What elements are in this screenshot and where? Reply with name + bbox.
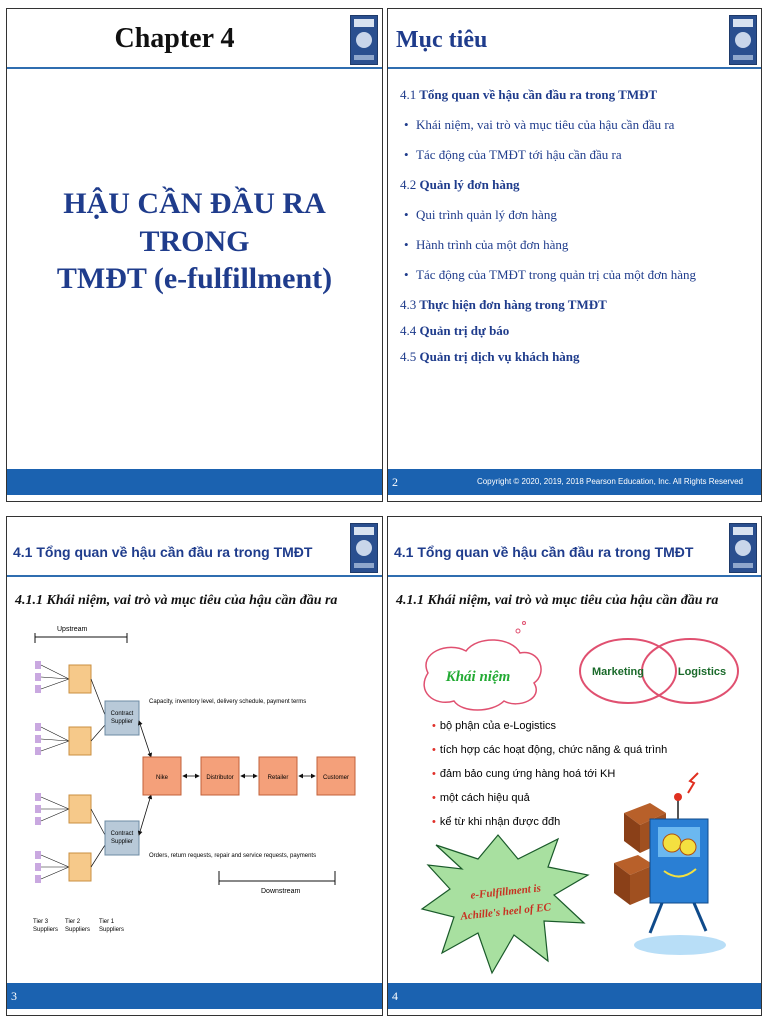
- toc-item: 4.2 Quản lý đơn hàng: [400, 177, 520, 192]
- svg-text:Logistics: Logistics: [677, 666, 727, 678]
- slide-header: [7, 517, 382, 575]
- tier3-label: Tier 3: [33, 919, 49, 925]
- slide-header: [7, 9, 382, 67]
- university-logo-icon: [729, 523, 757, 573]
- slide-number: 4: [392, 989, 398, 1003]
- slide-1: [6, 8, 383, 502]
- chain-node-retailer: [259, 757, 297, 795]
- header-rule: [7, 67, 382, 69]
- tier3-suppliers-bottom: [35, 793, 69, 883]
- svg-text:Customer: Customer: [322, 775, 350, 781]
- tier2-label: Tier 2: [65, 919, 81, 925]
- svg-text:e-Fulfillment is: e-Fulfillment is: [469, 882, 542, 902]
- svg-text:Suppliers: Suppliers: [33, 927, 59, 933]
- toc-item: 4.5 Quản trị dịch vụ khách hàng: [400, 349, 580, 364]
- info-flow-bottom: Orders, return requests, repair and service requests, payments: [149, 853, 317, 859]
- svg-text:Distributor: Distributor: [206, 775, 234, 781]
- svg-text:Contract: Contract: [110, 711, 134, 717]
- bullet-item: • bộ phận của e-Logistics: [432, 720, 557, 732]
- slide-number: 3: [11, 989, 17, 1003]
- contract-supplier-top: [105, 701, 139, 735]
- slide-number: 2: [392, 475, 398, 489]
- tier1-label: Tier 1: [99, 919, 115, 925]
- svg-text:Suppliers: Suppliers: [65, 927, 91, 933]
- slide-header: [388, 517, 761, 575]
- chain-node-customer: [317, 757, 355, 795]
- toc-item: 4.4 Quản trị dự báo: [400, 323, 510, 338]
- delivery-robot-icon: [614, 773, 726, 955]
- slide-footer: [388, 469, 761, 495]
- concept-illustration: [388, 613, 761, 1003]
- toc-item: • Hành trình của một đơn hàng: [404, 237, 569, 252]
- contract-supplier-bottom: [105, 821, 139, 855]
- achilles-heel-starburst: [422, 835, 588, 973]
- section-title: 4.1 Tổng quan về hậu cần đầu ra trong TMĐT: [13, 544, 313, 560]
- svg-text:Khái niệm: Khái niệm: [445, 669, 511, 685]
- bullet-item: • một cách hiệu quả: [432, 792, 530, 804]
- slide-header: [388, 9, 761, 67]
- toc-item: 4.1 Tổng quan về hậu cần đầu ra trong TMĐT: [400, 87, 658, 102]
- chain-node-nike: [143, 757, 181, 795]
- toc-item: • Tác động của TMĐT tới hậu cần đầu ra: [404, 147, 622, 162]
- chapter-title: Chapter 4: [114, 23, 235, 54]
- copyright-text: Copyright © 2020, 2019, 2018 Pearson Education, Inc. All Rights Reserved: [476, 477, 743, 486]
- toc-item: 4.3 Thực hiện đơn hàng trong TMĐT: [400, 297, 607, 312]
- svg-text:Marketing: Marketing: [592, 666, 644, 678]
- slide-footer: [7, 469, 382, 495]
- section-title: 4.1 Tổng quan về hậu cần đầu ra trong TMĐT: [394, 544, 694, 560]
- svg-text:Retailer: Retailer: [267, 775, 289, 781]
- bullet-item: • kể từ khi nhận được đđh: [432, 816, 561, 828]
- slide-footer: [7, 983, 382, 1009]
- header-rule: [388, 67, 761, 69]
- tier2-supplier-box: [69, 727, 91, 755]
- slide-footer: [388, 983, 761, 1009]
- upstream-label: Upstream: [57, 626, 88, 633]
- svg-text:Suppliers: Suppliers: [99, 927, 125, 933]
- svg-text:Supplier: Supplier: [110, 839, 134, 845]
- tier2-supplier-box: [69, 853, 91, 881]
- subsection-title: 4.1.1 Khái niệm, vai trò và mục tiêu của hậu cần đầu ra: [396, 593, 719, 608]
- info-flow-top: Capacity, inventory level, delivery schedule, payment terms: [149, 699, 307, 705]
- supply-chain-diagram: [27, 617, 357, 947]
- university-logo-icon: [729, 15, 757, 65]
- downstream-label: Downstream: [261, 888, 301, 895]
- bullet-item: • tích hợp các hoạt động, chức năng & quá trình: [432, 744, 668, 756]
- toc-item: • Qui trình quản lý đơn hàng: [404, 207, 557, 222]
- subsection-title: 4.1.1 Khái niệm, vai trò và mục tiêu của hậu cần đầu ra: [15, 593, 338, 608]
- main-title-line-1: HẬU CẦN ĐẦU RA TRONG: [63, 187, 326, 258]
- toc-item: • Tác động của TMĐT trong quản trị của một đơn hàng: [404, 267, 697, 282]
- tier2-supplier-box: [69, 795, 91, 823]
- header-rule: [7, 575, 382, 577]
- university-logo-icon: [350, 523, 378, 573]
- bullet-item: • đảm bảo cung ứng hàng hoá tới KH: [432, 768, 616, 780]
- toc-item: • Khái niệm, vai trò và mục tiêu của hậu cần đầu ra: [404, 117, 675, 132]
- svg-text:Contract: Contract: [110, 831, 134, 837]
- main-title-line-2: TMĐT (e-fulfillment): [56, 262, 333, 295]
- svg-text:Supplier: Supplier: [110, 719, 134, 725]
- chapter-main-title: [17, 185, 372, 298]
- svg-text:Achille's heel of EC: Achille's heel of EC: [459, 901, 552, 923]
- university-logo-icon: [350, 15, 378, 65]
- concept-cloud: [424, 622, 541, 711]
- slide-3: [6, 516, 383, 1016]
- tier2-supplier-box: [69, 665, 91, 693]
- chain-node-distributor: [201, 757, 239, 795]
- header-rule: [388, 575, 761, 577]
- tier3-suppliers-top: [35, 661, 69, 755]
- slide-2: [387, 8, 762, 502]
- slide-4: [387, 516, 762, 1016]
- objectives-list: [400, 87, 751, 375]
- marketing-logistics-venn: [580, 639, 738, 703]
- svg-text:Nike: Nike: [155, 775, 169, 781]
- slide-title: Mục tiêu: [396, 27, 488, 53]
